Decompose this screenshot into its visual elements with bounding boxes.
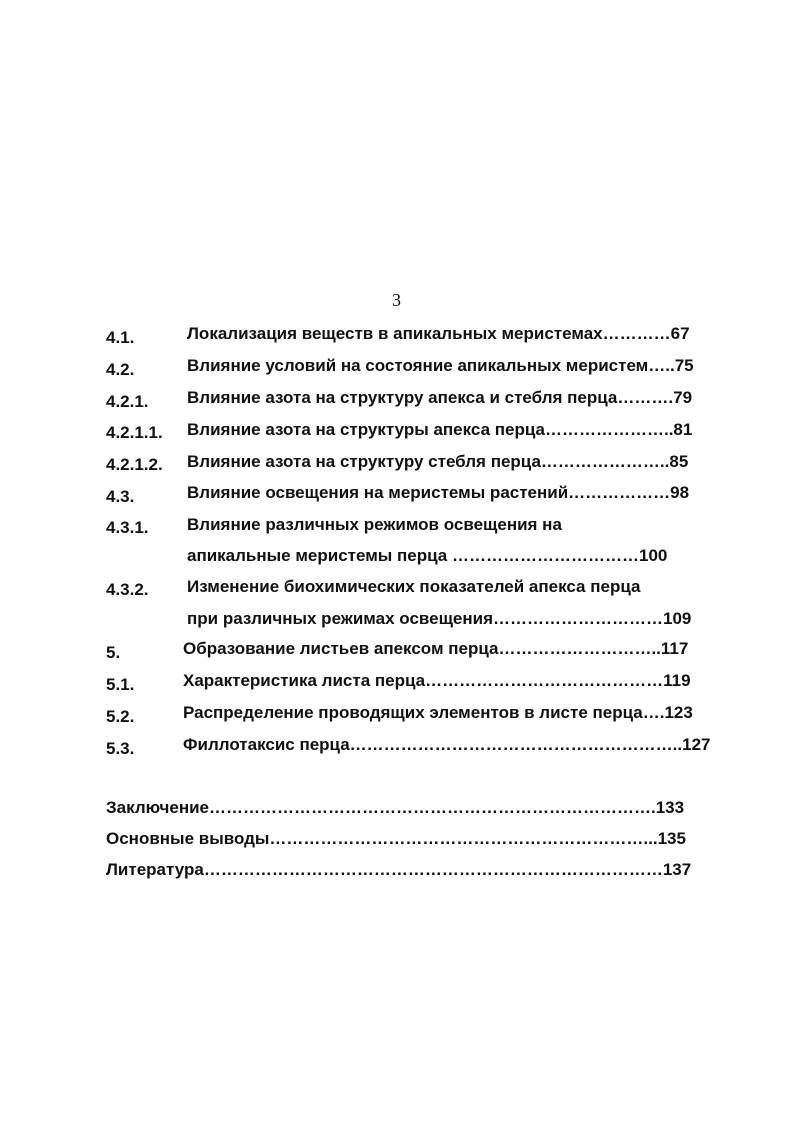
toc-end-entry: Основные выводы…………………………………………………………...135 xyxy=(106,829,686,848)
toc-entry-title: Влияние азота на структуру апекса и стебля перца……….79 xyxy=(187,388,693,407)
toc-entry-title: Распределение проводящих элементов в листе перца….123 xyxy=(183,703,693,722)
toc-entry-number: 4.2.1.1. xyxy=(106,423,163,442)
toc-entry-number: 4.1. xyxy=(106,328,135,347)
toc-entry-title: Влияние азота на структуру стебля перца…………………..85 xyxy=(187,452,689,471)
toc-entry-title: Филлотаксис перца…………………………………………………..127 xyxy=(183,735,711,754)
toc-end-entry: Заключение…………………………………………………………………….133 xyxy=(106,798,685,817)
toc-entry-number: 4.3.1. xyxy=(106,518,149,537)
toc-entry-title: Влияние освещения на меристемы растений………………98 xyxy=(187,483,690,502)
toc-entry-number: 5.1. xyxy=(106,675,135,694)
toc-entry-number: 4.2. xyxy=(106,360,135,379)
toc-entry-title-continuation: апикальные меристемы перца ……………………………100 xyxy=(187,546,668,565)
toc-entry-title: Изменение биохимических показателей апекса перца xyxy=(187,577,641,596)
toc-entry-title: Влияние азота на структуры апекса перца…………………..81 xyxy=(187,420,693,439)
toc-entry-title: Образование листьев апексом перца………………………..117 xyxy=(183,639,689,658)
toc-entry-title: Характеристика листа перца……………………………………119 xyxy=(183,671,691,690)
toc-entry-number: 4.2.1. xyxy=(106,392,149,411)
toc-entry-number: 4.3. xyxy=(106,487,135,506)
toc-entry-number: 4.2.1.2. xyxy=(106,455,163,474)
toc-entry-number: 4.3.2. xyxy=(106,580,149,599)
toc-entry-number: 5.3. xyxy=(106,739,135,758)
toc-entry-title: Влияние условий на состояние апикальных меристем…..75 xyxy=(187,356,694,375)
toc-entry-number: 5.2. xyxy=(106,707,135,726)
toc-entry-number: 5. xyxy=(106,643,121,662)
toc-end-entry: Литература………………………………………………………………………137 xyxy=(106,860,692,879)
toc-entry-title: Локализация веществ в апикальных меристемах…………67 xyxy=(187,324,690,343)
page-number: 3 xyxy=(392,290,401,310)
toc-entry-title-continuation: при различных режимах освещения…………………………109 xyxy=(187,609,692,628)
toc-entry-title: Влияние различных режимов освещения на xyxy=(187,515,562,534)
